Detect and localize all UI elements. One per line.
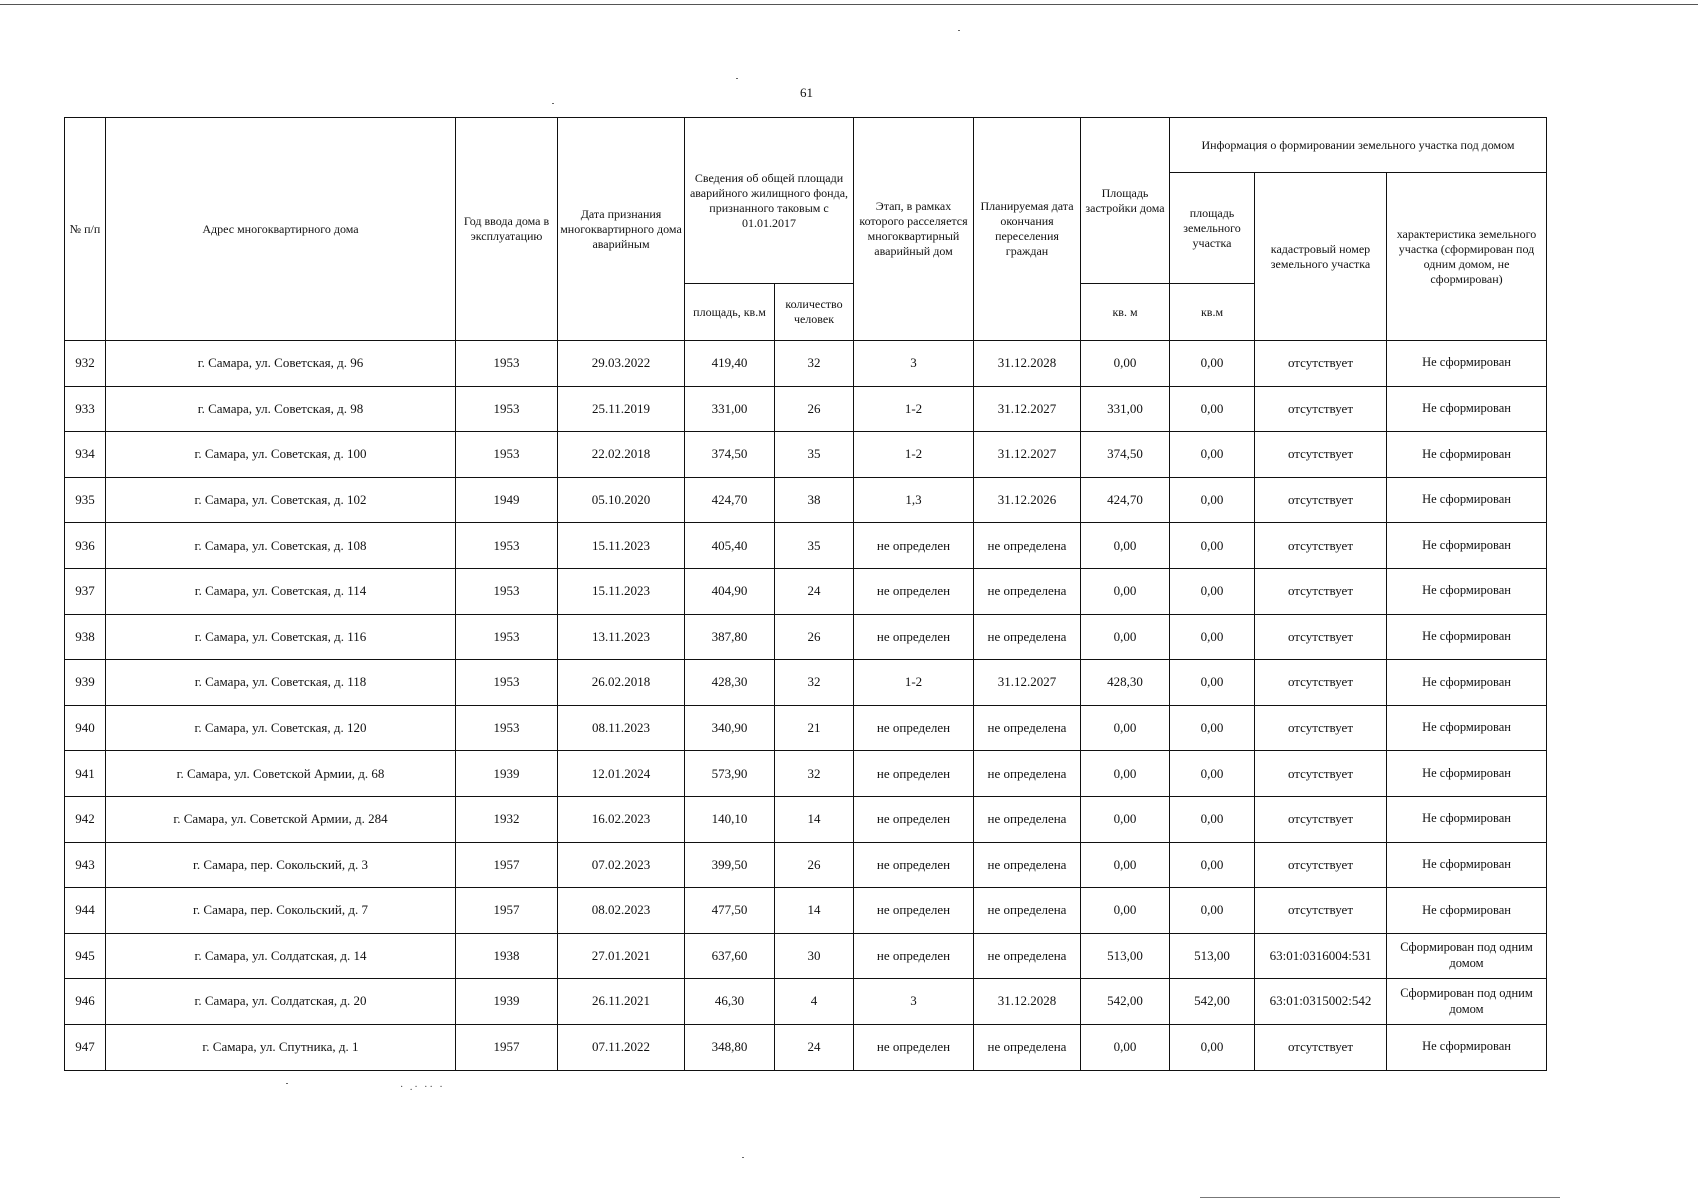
row-year: 1953 xyxy=(456,523,558,569)
row-build-area: 0,00 xyxy=(1081,523,1170,569)
row-cadastral: отсутствует xyxy=(1255,341,1387,387)
row-cadastral: отсутствует xyxy=(1255,477,1387,523)
row-cadastral: отсутствует xyxy=(1255,660,1387,706)
row-planned-date: не определена xyxy=(974,842,1081,888)
row-status: Не сформирован xyxy=(1387,432,1547,478)
row-number: 938 xyxy=(65,614,106,660)
row-people: 35 xyxy=(775,432,854,478)
row-stage: не определен xyxy=(854,842,974,888)
row-year: 1953 xyxy=(456,705,558,751)
row-number: 943 xyxy=(65,842,106,888)
row-planned-date: не определена xyxy=(974,751,1081,797)
row-people: 24 xyxy=(775,1024,854,1070)
row-year: 1957 xyxy=(456,842,558,888)
page-number: 61 xyxy=(800,85,813,100)
header-land-info: Информация о формировании земельного участка под домом xyxy=(1170,118,1547,173)
row-number: 946 xyxy=(65,979,106,1025)
scan-speck xyxy=(286,1083,288,1084)
row-address: г. Самара, ул. Спутника, д. 1 xyxy=(106,1024,456,1070)
header-area: площадь, кв.м xyxy=(685,284,775,341)
row-people: 4 xyxy=(775,979,854,1025)
row-status: Не сформирован xyxy=(1387,1024,1547,1070)
row-address: г. Самара, ул. Советская, д. 102 xyxy=(106,477,456,523)
row-area: 637,60 xyxy=(685,933,775,979)
row-year: 1953 xyxy=(456,432,558,478)
table-row xyxy=(65,796,1547,842)
row-build-area: 428,30 xyxy=(1081,660,1170,706)
row-status: Сформирован под одним домом xyxy=(1387,979,1547,1025)
header-characteristic: характеристика земельного участка (сформирован под одним домом, не сформирован) xyxy=(1387,173,1547,341)
row-address: г. Самара, пер. Сокольский, д. 7 xyxy=(106,888,456,934)
header-planned-date: Планируемая дата окончания переселения граждан xyxy=(974,118,1081,341)
row-people: 38 xyxy=(775,477,854,523)
row-number: 935 xyxy=(65,477,106,523)
row-date-recognized: 08.11.2023 xyxy=(558,705,685,751)
row-year: 1957 xyxy=(456,1024,558,1070)
row-number: 937 xyxy=(65,568,106,614)
row-date-recognized: 29.03.2022 xyxy=(558,341,685,387)
row-area: 340,90 xyxy=(685,705,775,751)
row-address: г. Самара, ул. Советская, д. 108 xyxy=(106,523,456,569)
row-people: 21 xyxy=(775,705,854,751)
row-build-area: 0,00 xyxy=(1081,1024,1170,1070)
row-date-recognized: 22.02.2018 xyxy=(558,432,685,478)
header-people: количество человек xyxy=(775,284,854,341)
row-date-recognized: 15.11.2023 xyxy=(558,568,685,614)
table-row xyxy=(65,386,1547,432)
scan-speck xyxy=(552,103,554,104)
row-area: 387,80 xyxy=(685,614,775,660)
row-number: 941 xyxy=(65,751,106,797)
row-cadastral: отсутствует xyxy=(1255,796,1387,842)
row-area: 348,80 xyxy=(685,1024,775,1070)
row-status: Не сформирован xyxy=(1387,796,1547,842)
table-row xyxy=(65,614,1547,660)
row-planned-date: не определена xyxy=(974,1024,1081,1070)
header-fund-info: Сведения об общей площади аварийного жилищного фонда, признанного таковым с 01.01.2017 xyxy=(685,118,854,284)
row-stage: не определен xyxy=(854,523,974,569)
table-row xyxy=(65,477,1547,523)
row-date-recognized: 13.11.2023 xyxy=(558,614,685,660)
row-address: г. Самара, ул. Советская, д. 96 xyxy=(106,341,456,387)
table-row xyxy=(65,1024,1547,1070)
row-year: 1949 xyxy=(456,477,558,523)
row-land-area: 0,00 xyxy=(1170,796,1255,842)
table-row xyxy=(65,888,1547,934)
row-land-area: 0,00 xyxy=(1170,660,1255,706)
row-year: 1953 xyxy=(456,660,558,706)
row-year: 1953 xyxy=(456,614,558,660)
row-date-recognized: 26.11.2021 xyxy=(558,979,685,1025)
row-stage: не определен xyxy=(854,568,974,614)
row-address: г. Самара, ул. Советская, д. 114 xyxy=(106,568,456,614)
row-date-recognized: 08.02.2023 xyxy=(558,888,685,934)
row-planned-date: 31.12.2027 xyxy=(974,432,1081,478)
row-year: 1953 xyxy=(456,386,558,432)
row-year: 1953 xyxy=(456,568,558,614)
row-people: 32 xyxy=(775,341,854,387)
row-date-recognized: 26.02.2018 xyxy=(558,660,685,706)
row-date-recognized: 05.10.2020 xyxy=(558,477,685,523)
row-year: 1957 xyxy=(456,888,558,934)
row-status: Не сформирован xyxy=(1387,842,1547,888)
scan-top-edge-line xyxy=(0,4,1698,5)
row-date-recognized: 27.01.2021 xyxy=(558,933,685,979)
row-date-recognized: 12.01.2024 xyxy=(558,751,685,797)
row-build-area: 424,70 xyxy=(1081,477,1170,523)
row-stage: не определен xyxy=(854,796,974,842)
row-cadastral: отсутствует xyxy=(1255,614,1387,660)
table-row xyxy=(65,432,1547,478)
row-area: 477,50 xyxy=(685,888,775,934)
row-cadastral: отсутствует xyxy=(1255,568,1387,614)
row-address: г. Самара, ул. Советская, д. 116 xyxy=(106,614,456,660)
row-number: 944 xyxy=(65,888,106,934)
row-number: 933 xyxy=(65,386,106,432)
row-area: 428,30 xyxy=(685,660,775,706)
row-status: Не сформирован xyxy=(1387,568,1547,614)
row-date-recognized: 25.11.2019 xyxy=(558,386,685,432)
row-year: 1932 xyxy=(456,796,558,842)
scan-speck xyxy=(958,30,960,31)
row-people: 24 xyxy=(775,568,854,614)
row-date-recognized: 16.02.2023 xyxy=(558,796,685,842)
row-land-area: 0,00 xyxy=(1170,341,1255,387)
row-stage: не определен xyxy=(854,614,974,660)
row-address: г. Самара, ул. Советской Армии, д. 68 xyxy=(106,751,456,797)
row-stage: 1-2 xyxy=(854,432,974,478)
row-land-area: 0,00 xyxy=(1170,477,1255,523)
row-stage: не определен xyxy=(854,705,974,751)
row-number: 939 xyxy=(65,660,106,706)
row-area: 399,50 xyxy=(685,842,775,888)
row-status: Сформирован под одним домом xyxy=(1387,933,1547,979)
table-row xyxy=(65,523,1547,569)
row-year: 1939 xyxy=(456,751,558,797)
row-build-area: 0,00 xyxy=(1081,614,1170,660)
row-cadastral: отсутствует xyxy=(1255,842,1387,888)
row-land-area: 0,00 xyxy=(1170,842,1255,888)
row-address: г. Самара, ул. Советская, д. 118 xyxy=(106,660,456,706)
row-build-area: 542,00 xyxy=(1081,979,1170,1025)
row-area: 424,70 xyxy=(685,477,775,523)
row-stage: 3 xyxy=(854,341,974,387)
row-date-recognized: 07.11.2022 xyxy=(558,1024,685,1070)
row-cadastral: 63:01:0316004:531 xyxy=(1255,933,1387,979)
row-address: г. Самара, ул. Советская, д. 100 xyxy=(106,432,456,478)
header-num: № п/п xyxy=(65,118,106,341)
row-number: 947 xyxy=(65,1024,106,1070)
row-number: 942 xyxy=(65,796,106,842)
row-address: г. Самара, пер. Сокольский, д. 3 xyxy=(106,842,456,888)
table-row xyxy=(65,568,1547,614)
row-cadastral: 63:01:0315002:542 xyxy=(1255,979,1387,1025)
row-people: 26 xyxy=(775,842,854,888)
row-planned-date: не определена xyxy=(974,933,1081,979)
row-people: 14 xyxy=(775,888,854,934)
row-land-area: 0,00 xyxy=(1170,614,1255,660)
row-land-area: 0,00 xyxy=(1170,523,1255,569)
row-stage: 1,3 xyxy=(854,477,974,523)
row-people: 30 xyxy=(775,933,854,979)
row-number: 936 xyxy=(65,523,106,569)
header-cadastral: кадастровый номер земельного участка xyxy=(1255,173,1387,341)
row-area: 140,10 xyxy=(685,796,775,842)
row-area: 405,40 xyxy=(685,523,775,569)
row-date-recognized: 15.11.2023 xyxy=(558,523,685,569)
table-body xyxy=(65,341,1547,1071)
row-people: 35 xyxy=(775,523,854,569)
row-land-area: 0,00 xyxy=(1170,1024,1255,1070)
row-people: 26 xyxy=(775,614,854,660)
row-date-recognized: 07.02.2023 xyxy=(558,842,685,888)
row-planned-date: не определена xyxy=(974,796,1081,842)
row-address: г. Самара, ул. Солдатская, д. 14 xyxy=(106,933,456,979)
row-planned-date: не определена xyxy=(974,705,1081,751)
row-cadastral: отсутствует xyxy=(1255,1024,1387,1070)
header-build-area: Площадь застройки дома xyxy=(1081,118,1170,284)
row-cadastral: отсутствует xyxy=(1255,888,1387,934)
row-build-area: 0,00 xyxy=(1081,888,1170,934)
row-year: 1953 xyxy=(456,341,558,387)
scan-speck xyxy=(736,78,738,79)
table-row xyxy=(65,660,1547,706)
row-land-area: 0,00 xyxy=(1170,386,1255,432)
scan-speck xyxy=(742,1157,744,1158)
row-land-area: 0,00 xyxy=(1170,432,1255,478)
table-row xyxy=(65,705,1547,751)
row-land-area: 0,00 xyxy=(1170,888,1255,934)
row-planned-date: 31.12.2028 xyxy=(974,979,1081,1025)
row-cadastral: отсутствует xyxy=(1255,751,1387,797)
scan-bottom-edge-line xyxy=(1200,1197,1560,1198)
row-build-area: 0,00 xyxy=(1081,842,1170,888)
row-people: 32 xyxy=(775,660,854,706)
row-status: Не сформирован xyxy=(1387,341,1547,387)
table-row xyxy=(65,979,1547,1025)
row-status: Не сформирован xyxy=(1387,614,1547,660)
row-status: Не сформирован xyxy=(1387,705,1547,751)
row-area: 331,00 xyxy=(685,386,775,432)
row-planned-date: не определена xyxy=(974,888,1081,934)
row-build-area: 0,00 xyxy=(1081,341,1170,387)
header-date-recognized: Дата признания многоквартирного дома аварийным xyxy=(558,118,685,341)
row-land-area: 542,00 xyxy=(1170,979,1255,1025)
row-people: 32 xyxy=(775,751,854,797)
row-area: 419,40 xyxy=(685,341,775,387)
row-address: г. Самара, ул. Советская, д. 120 xyxy=(106,705,456,751)
row-number: 945 xyxy=(65,933,106,979)
row-status: Не сформирован xyxy=(1387,888,1547,934)
row-cadastral: отсутствует xyxy=(1255,705,1387,751)
row-people: 14 xyxy=(775,796,854,842)
table-row xyxy=(65,933,1547,979)
row-status: Не сформирован xyxy=(1387,477,1547,523)
scan-noise-marks: · .· ·· · xyxy=(400,1082,445,1093)
table-row xyxy=(65,341,1547,387)
header-year: Год ввода дома в эксплуатацию xyxy=(456,118,558,341)
header-land-area: площадь земельного участка xyxy=(1170,173,1255,284)
row-land-area: 0,00 xyxy=(1170,705,1255,751)
row-build-area: 331,00 xyxy=(1081,386,1170,432)
row-status: Не сформирован xyxy=(1387,660,1547,706)
row-planned-date: 31.12.2027 xyxy=(974,386,1081,432)
row-stage: не определен xyxy=(854,1024,974,1070)
row-planned-date: не определена xyxy=(974,568,1081,614)
row-planned-date: 31.12.2028 xyxy=(974,341,1081,387)
row-build-area: 0,00 xyxy=(1081,751,1170,797)
row-stage: не определен xyxy=(854,751,974,797)
row-stage: не определен xyxy=(854,888,974,934)
header-build-area-unit: кв. м xyxy=(1081,284,1170,341)
row-number: 940 xyxy=(65,705,106,751)
row-year: 1939 xyxy=(456,979,558,1025)
row-land-area: 0,00 xyxy=(1170,751,1255,797)
row-cadastral: отсутствует xyxy=(1255,523,1387,569)
row-address: г. Самара, ул. Солдатская, д. 20 xyxy=(106,979,456,1025)
row-people: 26 xyxy=(775,386,854,432)
row-area: 404,90 xyxy=(685,568,775,614)
row-planned-date: 31.12.2026 xyxy=(974,477,1081,523)
row-planned-date: 31.12.2027 xyxy=(974,660,1081,706)
row-number: 934 xyxy=(65,432,106,478)
header-stage: Этап, в рамках которого расселяется многоквартирный аварийный дом xyxy=(854,118,974,341)
row-planned-date: не определена xyxy=(974,523,1081,569)
row-status: Не сформирован xyxy=(1387,523,1547,569)
row-build-area: 0,00 xyxy=(1081,568,1170,614)
row-status: Не сформирован xyxy=(1387,751,1547,797)
row-number: 932 xyxy=(65,341,106,387)
row-cadastral: отсутствует xyxy=(1255,386,1387,432)
row-stage: 1-2 xyxy=(854,660,974,706)
row-address: г. Самара, ул. Советской Армии, д. 284 xyxy=(106,796,456,842)
row-address: г. Самара, ул. Советская, д. 98 xyxy=(106,386,456,432)
row-year: 1938 xyxy=(456,933,558,979)
row-area: 573,90 xyxy=(685,751,775,797)
row-land-area: 513,00 xyxy=(1170,933,1255,979)
header-address: Адрес многоквартирного дома xyxy=(106,118,456,341)
row-area: 374,50 xyxy=(685,432,775,478)
row-build-area: 374,50 xyxy=(1081,432,1170,478)
row-planned-date: не определена xyxy=(974,614,1081,660)
row-stage: 3 xyxy=(854,979,974,1025)
row-cadastral: отсутствует xyxy=(1255,432,1387,478)
row-status: Не сформирован xyxy=(1387,386,1547,432)
row-build-area: 0,00 xyxy=(1081,796,1170,842)
table-row xyxy=(65,842,1547,888)
row-land-area: 0,00 xyxy=(1170,568,1255,614)
header-land-area-unit: кв.м xyxy=(1170,284,1255,341)
row-stage: не определен xyxy=(854,933,974,979)
table-row xyxy=(65,751,1547,797)
row-area: 46,30 xyxy=(685,979,775,1025)
row-build-area: 0,00 xyxy=(1081,705,1170,751)
emergency-housing-table xyxy=(64,117,1547,1071)
row-build-area: 513,00 xyxy=(1081,933,1170,979)
row-stage: 1-2 xyxy=(854,386,974,432)
